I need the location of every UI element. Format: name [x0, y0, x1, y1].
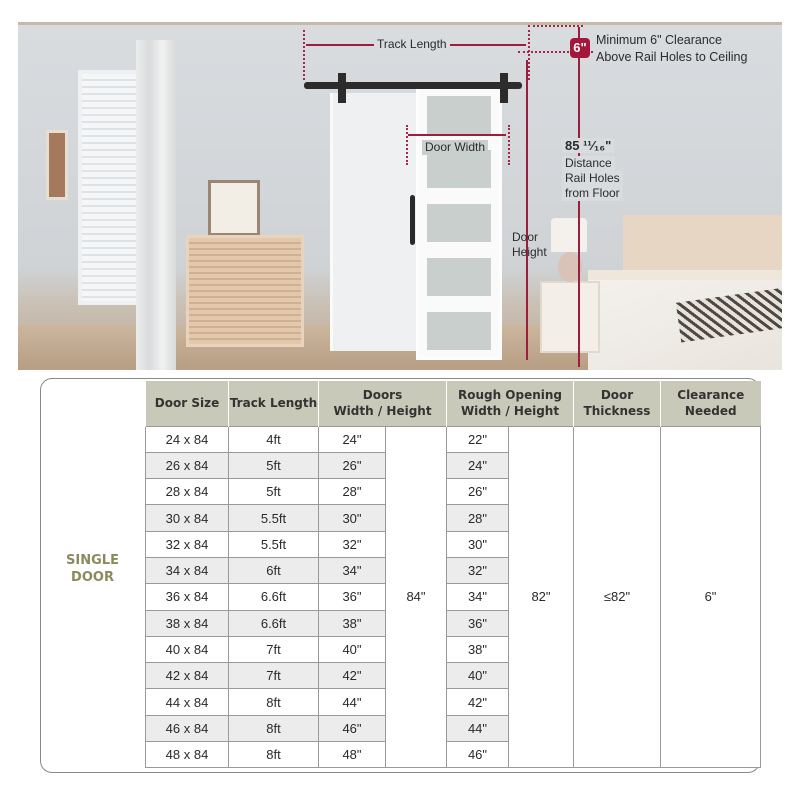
- headboard: [623, 215, 782, 275]
- rail-height-value: 85 ¹¹⁄₁₆": [562, 138, 614, 153]
- hanger: [338, 73, 346, 103]
- door-handle: [410, 195, 415, 245]
- header-doors: [319, 381, 447, 426]
- clearance-note: Minimum 6" Clearance: [596, 33, 723, 47]
- door-width-cell: 24": [319, 426, 386, 452]
- group-label: SINGLE: [66, 553, 119, 568]
- door-width-cell: 32": [319, 531, 386, 557]
- door-width-cell: 38": [319, 610, 386, 636]
- door-size-cell: 30 x 84: [146, 505, 229, 531]
- rough-width-cell: 42": [447, 689, 509, 715]
- rough-width-cell: 46": [447, 742, 509, 768]
- door-size-cell: 32 x 84: [146, 531, 229, 557]
- track-length-cell: 4ft: [229, 426, 319, 452]
- wall-art: [46, 130, 68, 200]
- table-row: [146, 426, 761, 452]
- door-width-cell: 34": [319, 557, 386, 583]
- header-line: Thickness: [583, 404, 651, 419]
- header-line: Doors: [362, 388, 403, 403]
- room-photo: [18, 22, 782, 370]
- header-line: Door: [600, 388, 634, 403]
- clearance-cell: 6": [661, 426, 761, 768]
- header-line: Width / Height: [460, 404, 560, 419]
- door-width-label: Door Width: [422, 140, 488, 155]
- door-size-cell: 46 x 84: [146, 715, 229, 741]
- rail-height-note: Distance: [562, 156, 615, 171]
- track-length-cell: 8ft: [229, 689, 319, 715]
- track-length-cell: 6ft: [229, 557, 319, 583]
- door-height-label: Door: [512, 230, 539, 244]
- track-rail: [304, 82, 522, 89]
- rough-width-cell: 24": [447, 452, 509, 478]
- door-width-cell: 44": [319, 689, 386, 715]
- hanger: [500, 73, 508, 103]
- group-label: DOOR: [71, 570, 114, 585]
- door-width-cell: 30": [319, 505, 386, 531]
- rough-width-cell: 34": [447, 584, 509, 610]
- door-height-arrow: [526, 60, 528, 360]
- header-line: Width / Height: [333, 404, 432, 419]
- size-table: [145, 381, 761, 768]
- track-length-cell: 5.5ft: [229, 531, 319, 557]
- header-door-size: Door Size: [146, 381, 229, 426]
- header-line: Rough Opening: [457, 388, 563, 403]
- door-size-cell: 34 x 84: [146, 557, 229, 583]
- lamp: [551, 218, 587, 252]
- nightstand: [540, 281, 600, 353]
- door-width-cell: 40": [319, 636, 386, 662]
- bathroom-view: [330, 93, 418, 351]
- rough-width-cell: 30": [447, 531, 509, 557]
- door-size-cell: 48 x 84: [146, 742, 229, 768]
- door-size-cell: 40 x 84: [146, 636, 229, 662]
- door-size-cell: 44 x 84: [146, 689, 229, 715]
- door-size-cell: 28 x 84: [146, 479, 229, 505]
- track-length-cell: 7ft: [229, 663, 319, 689]
- rough-width-cell: 22": [447, 426, 509, 452]
- track-length-cell: 5.5ft: [229, 505, 319, 531]
- header-clearance: [661, 381, 761, 426]
- header-line: Clearance: [677, 388, 745, 403]
- rough-width-cell: 32": [447, 557, 509, 583]
- door-width-cell: 48": [319, 742, 386, 768]
- door-thickness-cell: ≤82": [574, 426, 661, 768]
- rough-width-cell: 40": [447, 663, 509, 689]
- cabinet: [186, 235, 304, 347]
- door-width-cell: 26": [319, 452, 386, 478]
- track-length-cell: 5ft: [229, 452, 319, 478]
- track-length-cell: 7ft: [229, 636, 319, 662]
- rail-height-note: Rail Holes: [562, 171, 623, 186]
- door-width-cell: 46": [319, 715, 386, 741]
- clearance-note: Above Rail Holes to Ceiling: [596, 50, 748, 64]
- rail-height-note: from Floor: [562, 186, 623, 201]
- header-thickness: [574, 381, 661, 426]
- rough-width-cell: 36": [447, 610, 509, 636]
- track-length-cell: 6.6ft: [229, 610, 319, 636]
- track-length-cell: 6.6ft: [229, 584, 319, 610]
- rough-height-cell: 82": [509, 426, 574, 768]
- header-line: Needed: [684, 404, 737, 419]
- rough-width-cell: 38": [447, 636, 509, 662]
- rough-width-cell: 44": [447, 715, 509, 741]
- door-size-cell: 38 x 84: [146, 610, 229, 636]
- picture-frame: [208, 180, 260, 236]
- door-size-cell: 24 x 84: [146, 426, 229, 452]
- door-width-arrow: [408, 134, 506, 136]
- track-length-label: Track Length: [374, 37, 450, 52]
- track-length-cell: 5ft: [229, 479, 319, 505]
- door-height-cell: 84": [386, 426, 447, 768]
- door-width-cell: 36": [319, 584, 386, 610]
- track-length-cell: 8ft: [229, 715, 319, 741]
- rough-width-cell: 26": [447, 479, 509, 505]
- door-size-cell: 36 x 84: [146, 584, 229, 610]
- door-height-label: Height: [512, 245, 547, 259]
- barn-door: [416, 85, 502, 360]
- rough-width-cell: 28": [447, 505, 509, 531]
- door-size-cell: 42 x 84: [146, 663, 229, 689]
- door-size-cell: 26 x 84: [146, 452, 229, 478]
- door-width-cell: 28": [319, 479, 386, 505]
- door-width-cell: 42": [319, 663, 386, 689]
- curtain: [136, 40, 176, 370]
- table-header: [146, 381, 761, 426]
- single-door-label: [50, 552, 135, 586]
- clearance-badge: 6": [570, 38, 590, 58]
- header-rough-opening: [447, 381, 574, 426]
- header-track-length: Track Length: [229, 381, 319, 426]
- track-length-cell: 8ft: [229, 742, 319, 768]
